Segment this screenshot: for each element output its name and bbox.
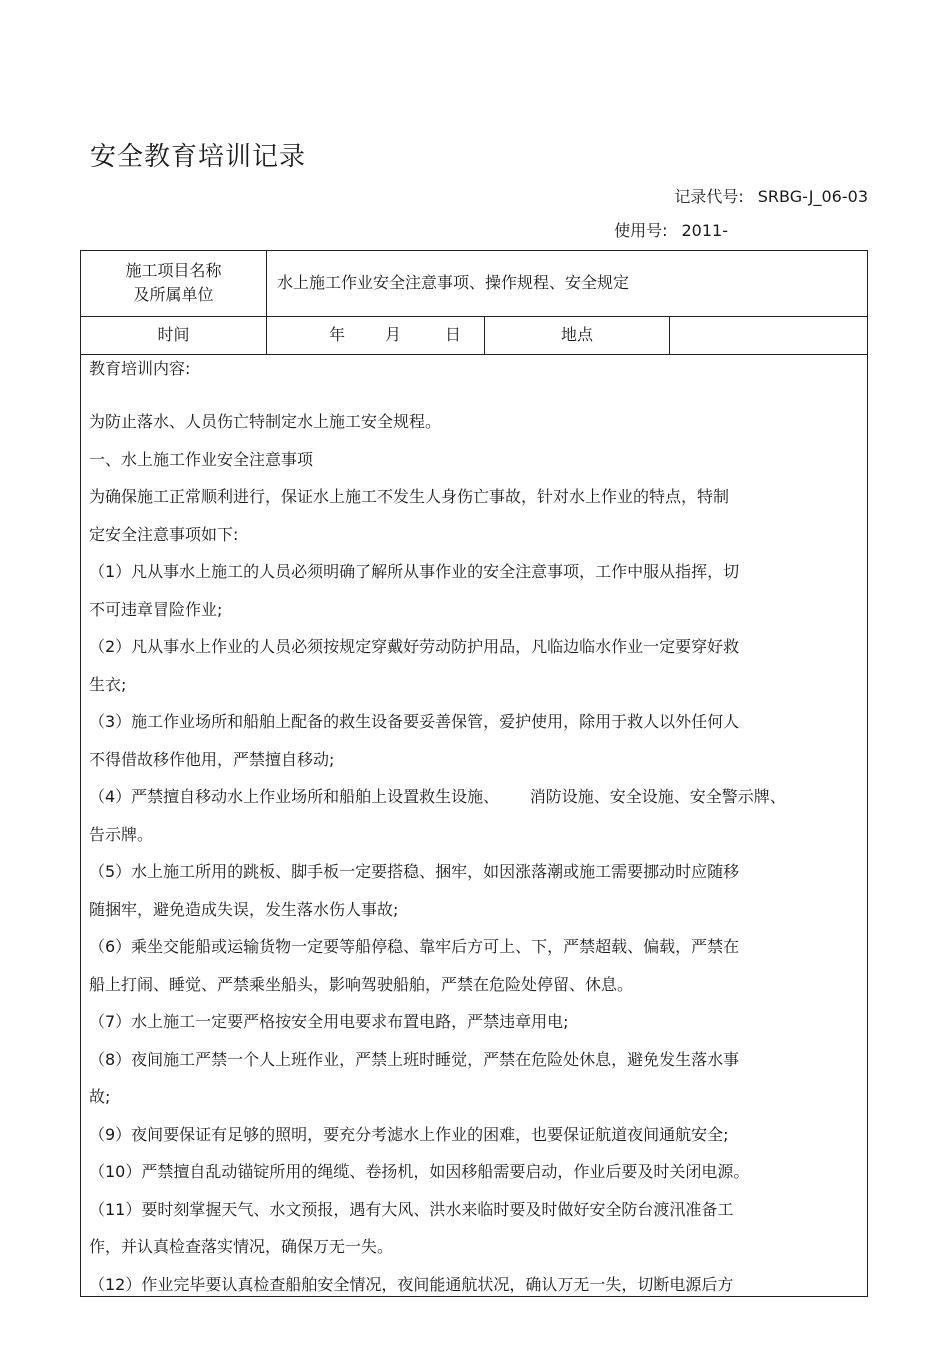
content-line: （10）严禁擅自乱动锚锭所用的绳缆、卷扬机，如因移船需要启动，作业后要及时关闭电源。	[89, 1162, 750, 1181]
training-record-table	[80, 250, 868, 1297]
content-line: 船上打闹、睡觉、严禁乘坐船头，影响驾驶船舶，严禁在危险处停留、休息。	[89, 974, 634, 994]
content-line: （11）要时刻掌握天气、水文预报，遇有大风、洪水来临时要及时做好安全防台渡汛准备工	[89, 1199, 734, 1219]
location-value	[670, 317, 867, 354]
content-line: （2）凡从事水上作业的人员必须按规定穿戴好劳动防护用品，凡临边临水作业一定要穿好救	[89, 637, 740, 656]
project-value: 水上施工作业安全注意事项、操作规程、安全规定	[277, 273, 630, 292]
record-code-label: 记录代号:	[674, 187, 744, 206]
content-line: 为确保施工正常顺利进行，保证水上施工不发生人身伤亡事故，针对水上作业的特点，特制	[89, 487, 730, 506]
year-label: 年	[329, 325, 346, 344]
usage-number-value: 2011-	[681, 221, 728, 240]
project-row	[81, 251, 867, 317]
date-cell	[267, 317, 485, 354]
content-line: 生衣;	[89, 674, 127, 694]
usage-number	[614, 218, 728, 241]
content-line: （12）作业完毕要认真检查船舶安全情况，夜间能通航状况，确认万无一失，切断电源后方	[89, 1274, 734, 1294]
project-label-line1: 施工项目名称	[125, 261, 222, 280]
content-line: （9）夜间要保证有足够的照明，要充分考滤水上作业的困难，也要保证航道夜间通航安全;	[89, 1124, 729, 1144]
content-line: 故;	[89, 1087, 111, 1106]
content-line: （8）夜间施工严禁一个人上班作业，严禁上班时睡觉，严禁在危险处休息，避免发生落水事	[89, 1049, 740, 1069]
content-line: 一、水上施工作业安全注意事项	[89, 449, 314, 469]
record-code	[674, 184, 868, 207]
content-line: （3）施工作业场所和船舶上配备的救生设备要妥善保管，爱护使用，除用于救人以外任何人	[89, 712, 740, 731]
project-label-line2: 及所属单位	[133, 285, 214, 304]
location-label: 地点	[485, 317, 670, 354]
content-line: （5）水上施工所用的跳板、脚手板一定要搭稳、捆牢，如因涨落潮或施工需要挪动时应随移	[89, 862, 740, 881]
content-heading: 教育培训内容:	[89, 359, 191, 378]
content-line: （1）凡从事水上施工的人员必须明确了解所从事作业的安全注意事项，工作中服从指挥，切	[89, 562, 740, 581]
content-line: 定安全注意事项如下:	[89, 524, 239, 544]
month-label: 月	[385, 325, 402, 344]
time-label: 时间	[81, 317, 267, 354]
content-line: （4）严禁擅自移动水上作业场所和船舶上设置救生设施、 消防设施、安全设施、安全警示牌、	[89, 787, 786, 806]
usage-number-label: 使用号:	[614, 221, 668, 240]
content-line: 不得借故移作他用，严禁擅自移动;	[89, 749, 335, 769]
page-title: 安全教育培训记录	[90, 142, 307, 172]
content-line: 不可违章冒险作业;	[89, 599, 223, 619]
content-line: 为防止落水、人员伤亡特制定水上施工安全规程。	[89, 412, 442, 431]
training-content	[89, 357, 863, 1303]
content-line: （7）水上施工一定要严格按安全用电要求布置电路，严禁违章用电;	[89, 1012, 569, 1031]
project-label-cell	[81, 251, 267, 316]
content-line: （6）乘坐交能船或运输货物一定要等船停稳、靠牢后方可上、下，严禁超载、偏载，严禁在	[89, 937, 740, 956]
time-location-row	[81, 317, 867, 355]
day-label: 日	[445, 325, 462, 344]
record-code-value: SRBG-J_06-03	[757, 187, 868, 206]
content-line: 告示牌。	[89, 824, 154, 844]
content-line: 作，并认真检查落实情况，确保万无一失。	[89, 1237, 394, 1256]
content-line: 随捆牢，避免造成失误，发生落水伤人事故;	[89, 899, 399, 919]
